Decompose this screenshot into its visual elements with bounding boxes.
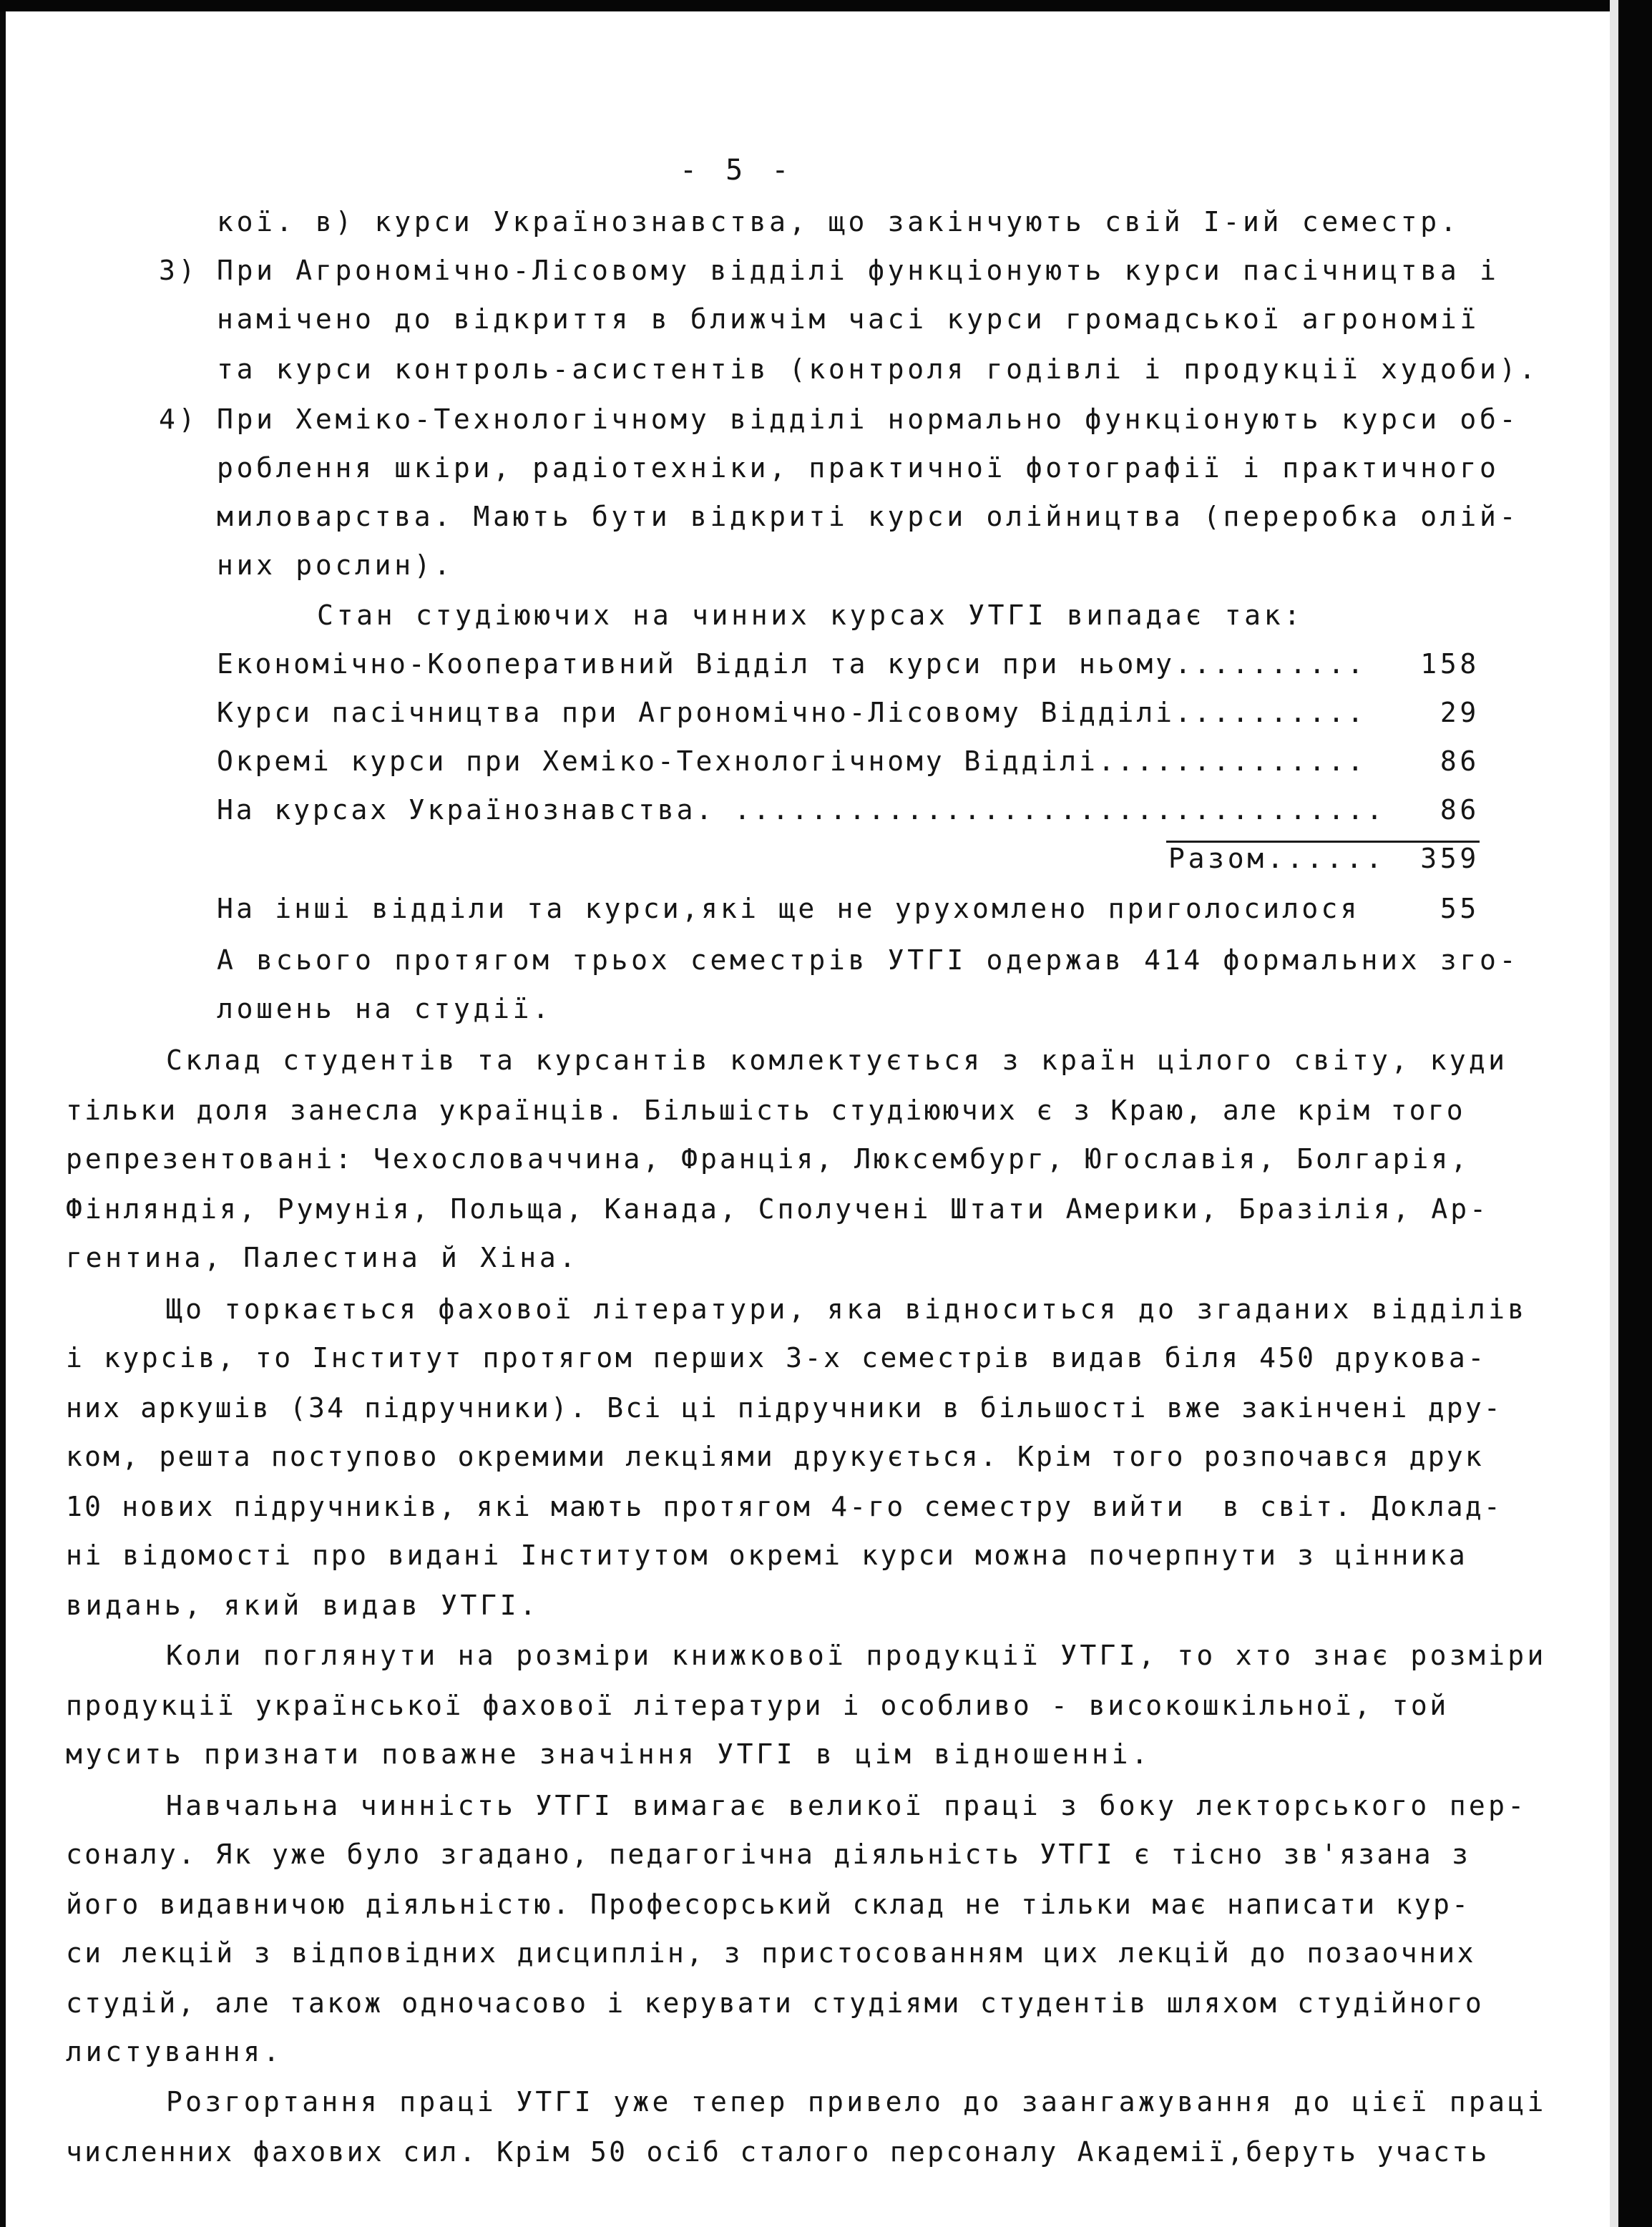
stats-row-label: Окремі курси при Хеміко-Технологічному Відділі.............. [217, 745, 1367, 777]
other-row-value: 55 [1440, 893, 1480, 924]
paragraph-line: Що торкається фахової літератури, яка відноситься до згаданих відділів [166, 1293, 1528, 1325]
paragraph-line: видань, який видав УТГІ. [66, 1590, 539, 1621]
paragraph-line: соналу. Як уже було згадано, педагогічна діяльність УТГІ є тісно зв'язана з [66, 1839, 1471, 1870]
item-4-line: миловарства. Мають бути відкриті курси олійництва (переробка олій- [217, 501, 1520, 532]
paragraph-line: мусить признати поважне значіння УТГІ в цім відношенні. [66, 1738, 1151, 1770]
stats-total-label: Разом...... [1168, 843, 1386, 874]
paragraph-line: ні відомості про видані Інститутом окремі курси можна почерпнути з цінника [66, 1540, 1468, 1571]
paragraph-line: ком, решта поступово окремими лекціями друкується. Крім того розпочався друк [66, 1441, 1484, 1472]
total-sentence-line: лошень на студії. [217, 993, 552, 1024]
page-number: - 5 - [680, 154, 795, 187]
paragraph-line: листування. [66, 2036, 283, 2067]
paragraph-line: Склад студентів та курсантів комлектується з країн цілого світу, куди [166, 1044, 1508, 1076]
stats-total-value: 359 [1420, 843, 1480, 874]
item-3-line: При Агрономічно-Лісовому відділі функціонують курси пасічництва і [217, 255, 1500, 286]
scan-left-border [0, 0, 6, 2227]
other-row-label: На інші відділи та курси,які ще не урухомлено приголосилося [217, 893, 1360, 924]
item-4-marker: 4) [159, 403, 199, 435]
stats-row-label: На курсах Українознавства. .................................. [217, 794, 1386, 826]
paragraph-line: репрезентовані: Чехословаччина, Франція, Люксембург, Югославія, Болгарія, [66, 1143, 1470, 1175]
paragraph-line: 10 нових підручників, які мають протягом 4-го семестру вийти в світ. Доклад- [66, 1491, 1503, 1522]
item-4-line: них рослин). [217, 549, 454, 581]
scan-right-edge [1610, 0, 1618, 2227]
list-continuation-line: кої. в) курси Українознавства, що закінчують свій І-ий семестр. [217, 206, 1460, 238]
paragraph-line: Фінляндія, Румунія, Польща, Канада, Сполучені Штати Америки, Бразілія, Ар- [66, 1193, 1489, 1225]
stats-row-value: 158 [1420, 648, 1480, 680]
paragraph-line: його видавничою діяльністю. Професорський склад не тільки має написати кур- [66, 1889, 1471, 1920]
paragraph-line: гентина, Палестина й Хіна. [66, 1242, 580, 1273]
stats-row-value: 86 [1440, 794, 1480, 826]
paragraph-line: студій, але також одночасово і керувати студіями студентів шляхом студійного [66, 1987, 1484, 2019]
scan-top-border [0, 0, 1652, 11]
stats-row-label: Курси пасічництва при Агрономічно-Лісовому Відділі.......... [217, 697, 1367, 728]
stats-row-value: 29 [1440, 697, 1480, 728]
paragraph-line: си лекцій з відповідних дисциплін, з пристосованням цих лекцій до позаочних [66, 1937, 1476, 1969]
paragraph-line: Навчальна чинність УТГІ вимагає великої праці з боку лекторського пер- [166, 1790, 1528, 1821]
stats-row-label: Економічно-Кооперативний Відділ та курси при ньому.......... [217, 648, 1367, 680]
item-4-line: роблення шкіри, радіотехніки, практичної фотографії і практичного [217, 452, 1500, 484]
paragraph-line: Коли поглянути на розміри книжкової продукції УТГІ, то хто знає розміри [166, 1640, 1547, 1671]
paragraph-line: них аркушів (34 підручники). Всі ці підручники в більшості вже закінчені дру- [66, 1392, 1503, 1424]
item-3-line: намічено до відкриття в ближчім часі курси громадської агрономії [217, 303, 1480, 335]
paragraph-line: численних фахових сил. Крім 50 осіб сталого персоналу Академії,беруть участь [66, 2136, 1490, 2168]
stats-intro: Стан студіюючих на чинних курсах УТГІ випадає так: [317, 599, 1304, 631]
scan-right-border [1618, 0, 1652, 2227]
item-3-line: та курси контроль-асистентів (контроля годівлі і продукції худоби). [217, 353, 1539, 385]
item-4-line: При Хеміко-Технологічному відділі нормально функціонують курси об- [217, 403, 1520, 435]
paragraph-line: продукції української фахової літератури і особливо - високошкільної, той [66, 1690, 1449, 1721]
paragraph-line: і курсів, то Інститут протягом перших 3-х семестрів видав біля 450 друкова- [66, 1342, 1487, 1374]
stats-row-value: 86 [1440, 745, 1480, 777]
paragraph-line: тільки доля занесла українців. Більшість студіюючих є з Краю, але крім того [66, 1095, 1465, 1126]
paragraph-line: Розгортання праці УТГІ уже тепер привело до заангажування до цієї праці [166, 2086, 1547, 2118]
item-3-marker: 3) [159, 255, 199, 286]
total-sentence-line: А всього протягом трьох семестрів УТГІ одержав 414 формальних зго- [217, 944, 1520, 976]
